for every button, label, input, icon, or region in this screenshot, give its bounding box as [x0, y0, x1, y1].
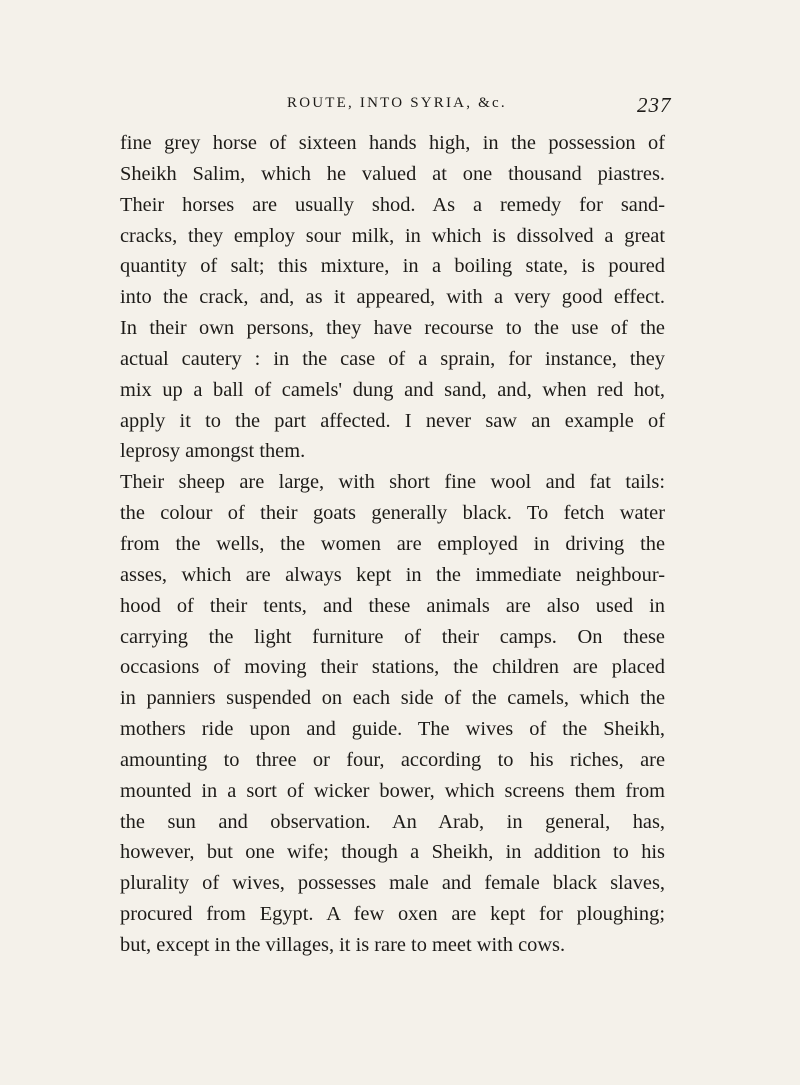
- text-line: occasions of moving their stations, the children are placed: [120, 656, 665, 679]
- page-number: 237: [637, 93, 672, 117]
- text-line: from the wells, the women are employed in driving the: [120, 532, 665, 555]
- text-line: mothers ride upon and guide. The wives of the Sheikh,: [120, 718, 665, 741]
- text-line: leprosy amongst them.: [120, 440, 306, 463]
- text-line: actual cautery : in the case of a sprain, for instance, they: [120, 347, 665, 370]
- text-line: into the crack, and, as it appeared, with a very good effect.: [120, 286, 665, 309]
- text-line: the sun and observation. An Arab, in general, has,: [120, 810, 665, 833]
- text-line: quantity of salt; this mixture, in a boiling state, is poured: [120, 255, 665, 278]
- text-line: fine grey horse of sixteen hands high, in the possession of: [120, 132, 665, 154]
- text-line: carrying the light furniture of their camps. On these: [120, 625, 665, 648]
- text-line: the colour of their goats generally black. To fetch water: [120, 502, 665, 525]
- text-line: hood of their tents, and these animals are also used in: [120, 594, 665, 617]
- text-line: but, except in the villages, it is rare to meet with cows.: [120, 933, 566, 956]
- text-line: asses, which are always kept in the immediate neighbour-: [120, 563, 665, 586]
- text-line: apply it to the part affected. I never saw an example of: [120, 409, 665, 432]
- text-line: however, but one wife; though a Sheikh, in addition to his: [120, 841, 665, 864]
- running-head: ROUTE, INTO SYRIA, &c.: [287, 95, 507, 111]
- text-line: Their sheep are large, with short fine wool and fat tails:: [120, 471, 665, 494]
- text-line: In their own persons, they have recourse to the use of the: [120, 317, 665, 340]
- text-line: procured from Egypt. A few oxen are kept for ploughing;: [120, 903, 665, 926]
- text-line: Their horses are usually shod. As a remedy for sand-: [120, 193, 665, 216]
- text-line: amounting to three or four, according to his riches, are: [120, 748, 665, 771]
- text-line: cracks, they employ sour milk, in which is dissolved a great: [120, 224, 665, 247]
- text-line: mix up a ball of camels' dung and sand, and, when red hot,: [120, 378, 665, 401]
- text-line: plurality of wives, possesses male and female black slaves,: [120, 872, 665, 895]
- body-text: [120, 128, 665, 961]
- text-line: mounted in a sort of wicker bower, which screens them from: [120, 779, 665, 802]
- text-line: in panniers suspended on each side of the camels, which the: [120, 687, 665, 710]
- page-header: [0, 95, 800, 125]
- text-line: Sheikh Salim, which he valued at one thousand piastres.: [120, 162, 665, 185]
